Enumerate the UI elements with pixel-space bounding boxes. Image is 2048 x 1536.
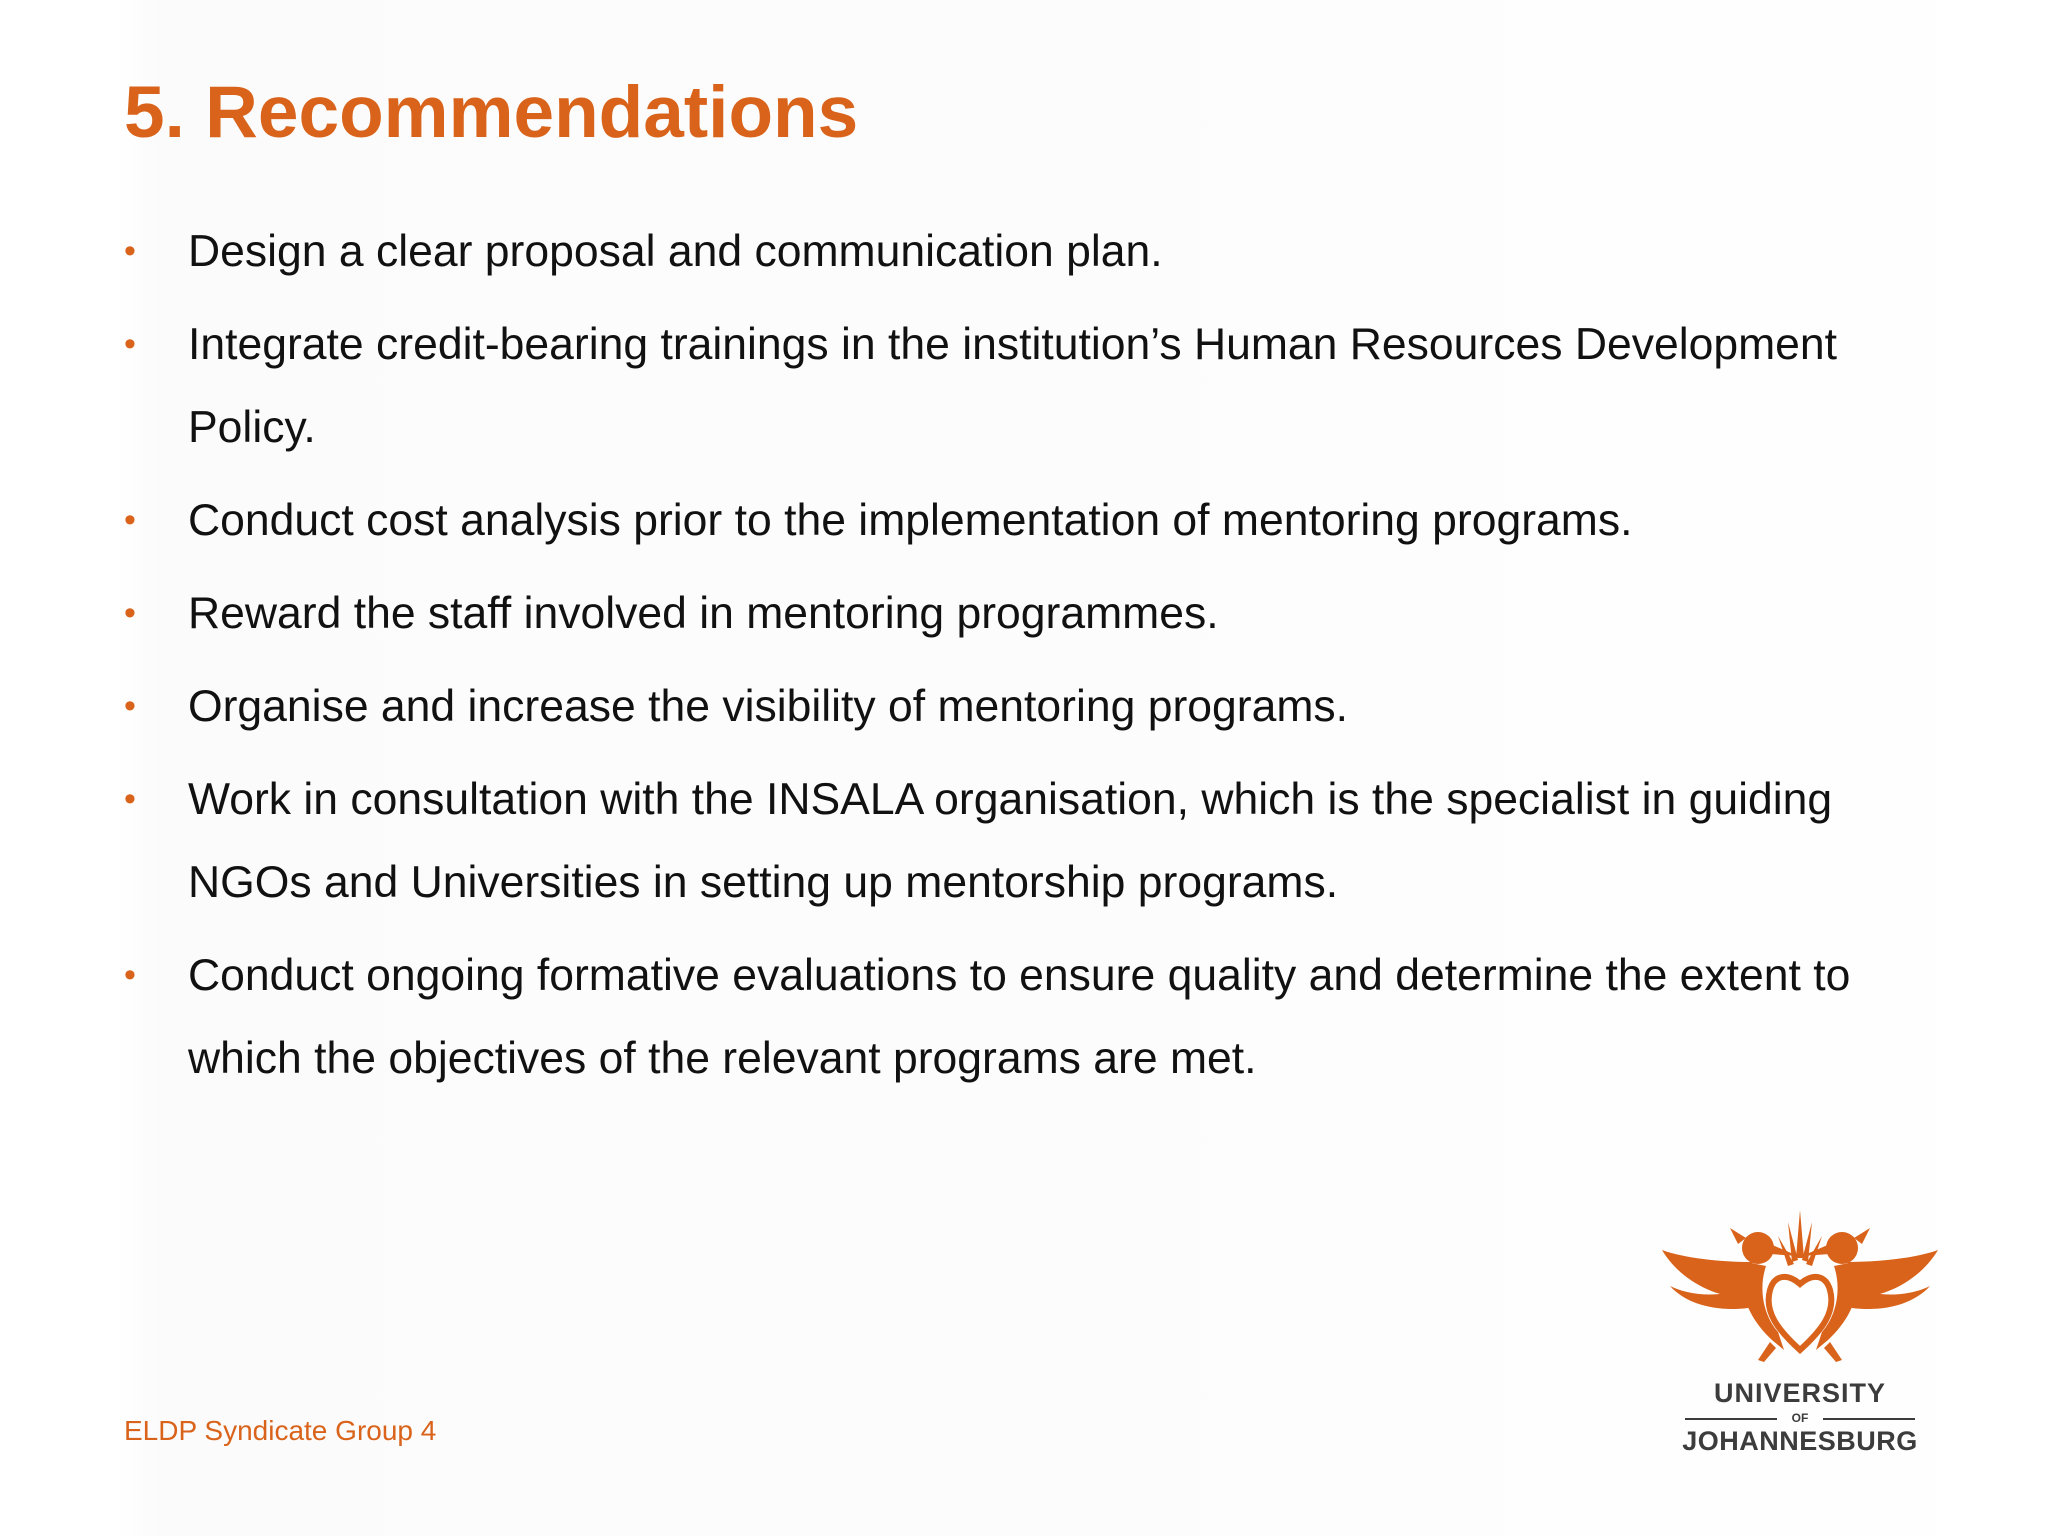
list-item-text: Reward the staff involved in mentoring programmes. (188, 589, 1219, 638)
list-item-text: Conduct ongoing formative evaluations to ensure quality and determine the extent to which the objectives of the relevant programs are met. (188, 951, 1851, 1083)
university-logo (1660, 1200, 1940, 1460)
bullet-icon: • (124, 232, 136, 270)
logo-of-text: OF (1791, 1411, 1809, 1425)
recommendations-list (124, 210, 1944, 1110)
list-item (124, 665, 1944, 748)
list-item (124, 572, 1944, 655)
bullet-icon: • (124, 594, 136, 632)
university-crest-icon (1660, 1200, 1940, 1370)
list-item (124, 479, 1944, 562)
logo-university-text: UNIVERSITY (1713, 1378, 1887, 1408)
list-item-text: Organise and increase the visibility of mentoring programs. (188, 682, 1349, 731)
list-item (124, 210, 1944, 293)
bullet-icon: • (124, 325, 136, 363)
slide-title: 5. Recommendations (124, 72, 859, 153)
list-item-text: Work in consultation with the INSALA organisation, which is the specialist in guiding NGOs and Universities in setting up mentorship programs. (188, 775, 1833, 907)
list-item (124, 303, 1944, 469)
bullet-icon: • (124, 956, 136, 994)
logo-johannesburg-text: JOHANNESBURG (1682, 1426, 1918, 1456)
list-item (124, 758, 1944, 924)
bullet-icon: • (124, 501, 136, 539)
list-item-text: Integrate credit-bearing trainings in the institution’s Human Resources Development Policy. (188, 320, 1838, 452)
list-item-text: Design a clear proposal and communication plan. (188, 227, 1163, 276)
footer-text: ELDP Syndicate Group 4 (124, 1415, 437, 1446)
bullet-icon: • (124, 780, 136, 818)
bullet-icon: • (124, 687, 136, 725)
logo-of-divider (1685, 1411, 1915, 1425)
list-item (124, 934, 1944, 1100)
list-item-text: Conduct cost analysis prior to the implementation of mentoring programs. (188, 496, 1633, 545)
